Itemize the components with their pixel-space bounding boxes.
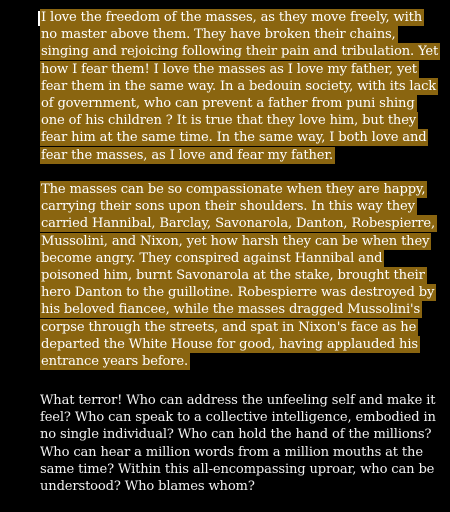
paragraph-text[interactable]: What terror! Who can address the unfeeling self and make it feel? Who can speak to a collective intelligence, embodied in no single individual? Who can hold the hand of the millions? Who can hear a million words from a million mouths at the same time? Within this all-encompassing uproar, who can be understood? Who blames whom? [40,393,436,495]
highlighted-text[interactable]: I love the freedom of the masses, as they move freely, with no master above them. They have broken their chains, singing and rejoicing following their pain and tribulation. Yet how I fear them! I love the masses as I love my father, yet fear them in the same way. In a bedouin society, with its lack of government, who can prevent a father from puni shing one of his children ? It is true that they love him, but they fear him at the same time. In the same way, I both love and fear the masses, as I love and fear my father. [41,10,439,163]
paragraph-1[interactable] [40,9,440,164]
paragraph-3[interactable] [40,392,440,495]
highlighted-text[interactable]: The masses can be so compassionate when they are happy, carrying their sons upon their shoulders. In this way they carried Hannibal, Barclay, Savonarola, Danton, Robespierre, Mussolini, and Nixon, yet how harsh they can be when they become angry. They conspired against Hannibal and poisoned him, burnt Savonarola at the stake, brought their hero Danton to the guillotine. Robespierre was destroyed by his beloved fiancee, while the masses dragged Mussolini's corpse through the streets, and spat in Nixon's face as he departed the White House for good, having applauded his entrance years before. [41,182,435,370]
paragraph-2[interactable] [40,181,440,370]
